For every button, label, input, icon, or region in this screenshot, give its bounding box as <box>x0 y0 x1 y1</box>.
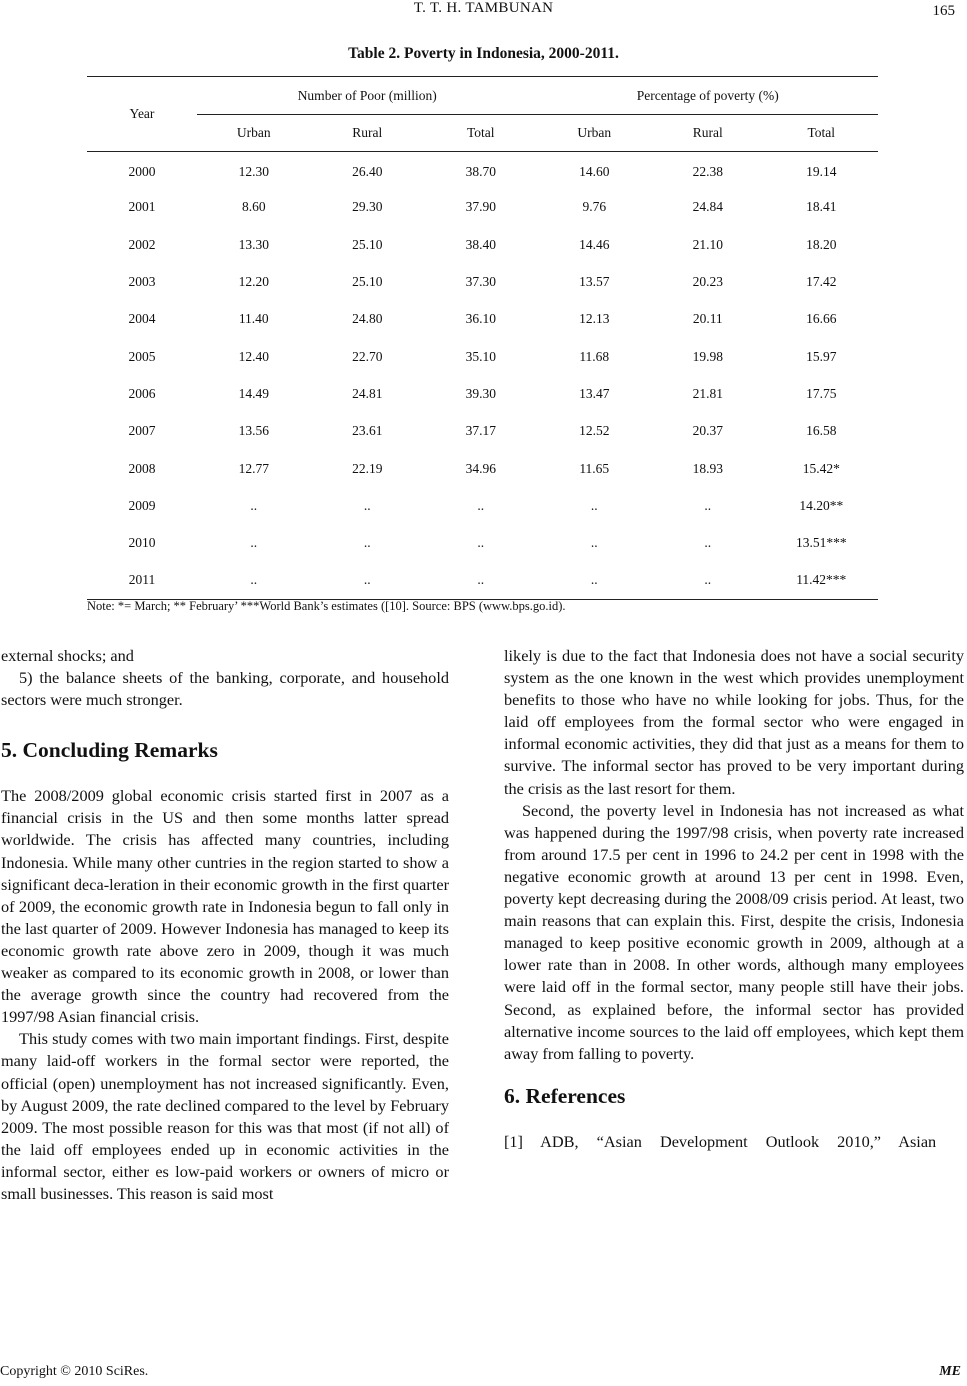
table-cell: 12.30 <box>238 164 269 180</box>
table-row <box>87 189 878 226</box>
table-row <box>87 263 878 300</box>
header-percentage-of-poverty: Percentage of poverty (%) <box>538 77 879 115</box>
table-cell: 36.10 <box>465 311 496 327</box>
table-cell: 29.30 <box>352 199 383 215</box>
table-cell: 24.80 <box>352 311 383 327</box>
paragraph: Second, the poverty level in Indonesia has not increased as what was happened during the 1997/98 crisis, when poverty rate increased from around 17.5 per cent in 1996 to 24.2 per cent in 1998 with the negative economic growth at around 13 per cent in 1998. Even, poverty kept decreasing during the 2008/09 crisis period. At least, two main reasons that can explain this. First, despite the crisis, Indonesia managed to keep positive economic growth in 2009, although at a lower rate than in 2008. In other words, although many employees were laid off in the formal sector, many people still have their jobs. Second, as explained before, the informal sector has provided alternative income sources to the laid off employees, which kept them away from falling to poverty. <box>504 800 964 1063</box>
copyright: Copyright © 2010 SciRes. <box>0 1364 149 1379</box>
year-cell: 2009 <box>128 497 156 513</box>
paragraph: The 2008/2009 global economic crisis started first in 2007 as a financial crisis in the US and then some months latter spread worldwide. The crisis has affected many countries, including Indonesia. While many other cuntries in the region started to show a significant deca-leration in their economic growth in the first quarter of 2009, the economic growth rate in Indonesia begun to fall only in the last quarter of 2009. However Indonesia has managed to keep its economic growth rate above zero in 2009, though it was much weaker as compared to its economic growth in 2008, or lower than the average growth since the country had recovered from the 1997/98 Asian financial crisis. <box>1 786 449 1027</box>
table-cell: 25.10 <box>352 236 383 252</box>
table-cell: 18.41 <box>806 199 837 215</box>
header-urban: Urban <box>197 115 311 152</box>
table-cell: 11.42*** <box>765 562 879 599</box>
table-cell: 12.20 <box>238 274 269 290</box>
table-cell: .. <box>477 535 485 551</box>
table-cell: .. <box>424 562 538 599</box>
header-number-of-poor: Number of Poor (million) <box>197 77 538 115</box>
table-cell: .. <box>590 535 598 551</box>
table-cell: 22.19 <box>352 460 383 476</box>
header-rural-pct: Rural <box>651 115 765 152</box>
table-cell: 11.65 <box>579 460 610 476</box>
table-cell: 24.81 <box>352 385 383 401</box>
table-cell: .. <box>363 535 371 551</box>
table-cell: .. <box>363 497 371 513</box>
table-cell: 14.46 <box>579 236 610 252</box>
year-cell: 2004 <box>128 311 156 327</box>
table-row <box>87 487 878 524</box>
running-head-author: T. T. H. TAMBUNAN <box>413 0 554 16</box>
table-cell: 24.84 <box>692 199 723 215</box>
table-cell: 11.40 <box>238 311 269 327</box>
table-cell: 21.10 <box>692 236 723 252</box>
table-cell: 37.17 <box>465 423 496 439</box>
table-cell: 12.52 <box>579 423 610 439</box>
table-cell: 16.58 <box>806 423 837 439</box>
table-cell: 13.30 <box>238 236 269 252</box>
table-cell: 13.51*** <box>795 535 847 551</box>
right-column <box>504 645 964 1153</box>
table-cell: 38.40 <box>465 236 496 252</box>
table-cell: 34.96 <box>465 460 496 476</box>
year-cell: 2002 <box>128 236 156 252</box>
table-cell: 38.70 <box>465 164 496 180</box>
table-cell: 18.20 <box>806 236 837 252</box>
table-cell: .. <box>477 497 485 513</box>
table-note: Note: *= March; ** February’ ***World Bank’s estimates ([10]. Source: BPS (www.bps.go.id). <box>87 599 566 613</box>
table-cell: 22.70 <box>352 348 383 364</box>
table-cell: 20.37 <box>692 423 723 439</box>
table-cell: .. <box>197 562 311 599</box>
table-cell: 20.11 <box>692 311 723 327</box>
table-cell: 12.40 <box>238 348 269 364</box>
table-cell: .. <box>704 535 712 551</box>
table-row <box>87 338 878 375</box>
header-total: Total <box>424 115 538 152</box>
table-cell: .. <box>311 562 425 599</box>
table-cell: 26.40 <box>352 164 383 180</box>
table-cell: 37.90 <box>465 199 496 215</box>
poverty-table <box>87 76 878 600</box>
table-cell: 12.77 <box>238 460 269 476</box>
table-cell: 23.61 <box>352 423 383 439</box>
table-cell: 39.30 <box>465 385 496 401</box>
table-cell: 37.30 <box>465 274 496 290</box>
running-head <box>0 0 967 24</box>
table-cell: 21.81 <box>692 385 723 401</box>
table-cell: 17.75 <box>806 385 837 401</box>
table-row <box>87 375 878 412</box>
table-row <box>87 450 878 487</box>
table-cell: .. <box>704 497 712 513</box>
table-cell: 15.42* <box>802 460 840 476</box>
section-heading: 5. Concluding Remarks <box>1 738 218 763</box>
header-year: Year <box>87 77 197 152</box>
year-cell: 2007 <box>128 423 156 439</box>
table-cell: 13.47 <box>579 385 610 401</box>
table-row <box>87 152 878 189</box>
table-row <box>87 524 878 561</box>
table-cell: 18.93 <box>692 460 723 476</box>
table-cell: 14.20** <box>799 497 844 513</box>
table-cell: 22.38 <box>692 164 723 180</box>
table-cell: .. <box>590 497 598 513</box>
section-heading: 6. References <box>504 1083 626 1108</box>
left-column <box>1 645 449 1205</box>
year-cell: 2005 <box>128 348 156 364</box>
table-row <box>87 301 878 338</box>
year-cell: 2011 <box>87 562 197 599</box>
poverty-table-container <box>87 76 878 600</box>
paragraph: external shocks; and <box>1 646 134 665</box>
table-caption: Table 2. Poverty in Indonesia, 2000-2011. <box>348 45 619 62</box>
journal-abbrev: ME <box>939 1364 961 1379</box>
table-cell: 14.60 <box>579 164 610 180</box>
paragraph: likely is due to the fact that Indonesia does not have a social security system as the one known in the west which provides unemployment benefits to those who have no while looking for jobs. Thus, for the laid off employees from the formal sector who were engaged in informal economic activities, they did that just as a means for them to survive. The informal sector has proved to be very important during the crisis as the last resort for them. <box>504 646 964 798</box>
year-cell: 2000 <box>128 164 156 180</box>
table-cell: 12.13 <box>579 311 610 327</box>
table-cell: .. <box>250 497 258 513</box>
year-cell: 2006 <box>128 385 156 401</box>
table-cell: 14.49 <box>238 385 269 401</box>
table-cell: 13.56 <box>238 423 269 439</box>
header-total-pct: Total <box>765 115 879 152</box>
table-body <box>87 152 878 600</box>
table-cell: 9.76 <box>582 199 607 215</box>
table-cell: 19.98 <box>692 348 723 364</box>
year-cell: 2001 <box>128 199 156 215</box>
header-rural: Rural <box>311 115 425 152</box>
table-cell: 8.60 <box>241 199 266 215</box>
paragraph: 5) the balance sheets of the banking, corporate, and household sectors were much stronger. <box>1 668 449 710</box>
table-cell: 20.23 <box>692 274 723 290</box>
paragraph: This study comes with two main important findings. First, despite many laid-off workers in the formal sector were reported, the official (open) unemployment has not increased significantly. Even, by August 2009, the rate declined compared to the level by February 2009. The most possible reason for this was that most (if not all) of the laid off employees ended up in economic activities in the informal sector, either es low-paid workers or owners of micro or small businesses. This reason is said most <box>1 1029 449 1203</box>
year-cell: 2010 <box>128 535 156 551</box>
header-urban-pct: Urban <box>538 115 652 152</box>
year-cell: 2003 <box>128 274 156 290</box>
table-cell: 11.68 <box>579 348 610 364</box>
table-row <box>87 226 878 263</box>
table-cell: 25.10 <box>352 274 383 290</box>
table-cell: 15.97 <box>806 348 837 364</box>
table-cell: .. <box>250 535 258 551</box>
reference-item: [1] ADB, “Asian Development Outlook 2010,” Asian <box>504 1131 937 1151</box>
table-cell: 13.57 <box>579 274 610 290</box>
table-cell: 19.14 <box>806 164 837 180</box>
table-row <box>87 413 878 450</box>
table-cell: .. <box>538 562 652 599</box>
table-cell: 16.66 <box>806 311 837 327</box>
table-row <box>87 562 878 599</box>
page-number: 165 <box>932 3 955 19</box>
page-footer <box>0 1364 967 1386</box>
table-cell: .. <box>651 562 765 599</box>
year-cell: 2008 <box>128 460 156 476</box>
table-cell: 17.42 <box>806 274 837 290</box>
table-cell: 35.10 <box>465 348 496 364</box>
